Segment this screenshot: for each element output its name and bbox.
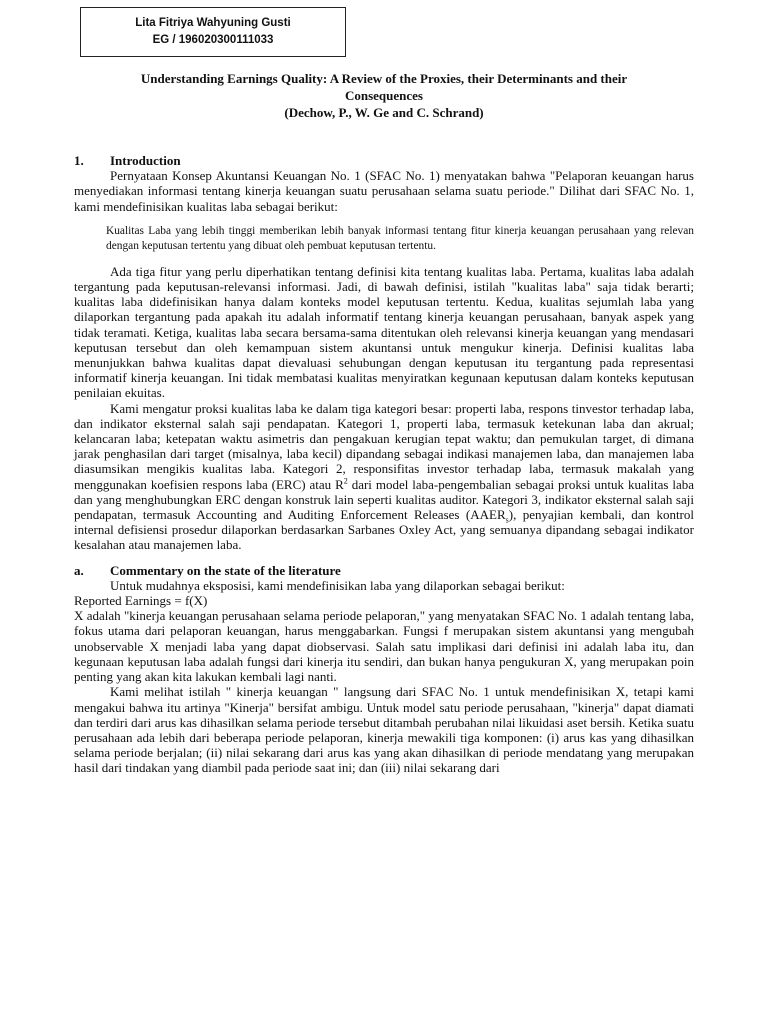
paragraph-text: dari model laba-pengembalian sebagai proksi untuk kualitas laba dan yang menghubungkan ERC dengan konstruk lain seperti kualitas auditor. Kategori 3, indikator eksternal salah saji pendapatan, termasuk Accounting and Auditing Enforcement Releases (AAER xyxy=(74,476,694,523)
author-box xyxy=(80,7,346,57)
paragraph-text: ), penyajian kembali, dan kontrol internal defisiensi prosedur dilaporkan berdasarkan Sarbanes Oxley Act, yang semuanya dipandang sebagai indikator kesalahan atau manajemen laba. xyxy=(74,507,694,553)
author-name: Lita Fitriya Wahyuning Gusti xyxy=(135,17,291,29)
section-number: 1. xyxy=(74,153,84,168)
block-quote: Kualitas Laba yang lebih tinggi memberikan lebih banyak informasi tentang fitur kinerja keuangan perusahaan yang relevan dengan keputusan tertentu yang dibuat oleh pembuat keputusan tertentu. xyxy=(106,224,694,252)
paragraph: Kami melihat istilah " kinerja keuangan " langsung dari SFAC No. 1 untuk mendefinisikan X, tetapi kami mengakui bahwa itu artinya "Kinerja" bersifat ambigu. Untuk model satu periode perusahaan, "kinerja" dapat diamati dan terdiri dari arus kas dihasilkan selama periode tersebut ditambah perubahan nilai likuidasi aset bersih. Ketika suatu perusahaan ada lebih dari beberapa periode pelaporan, kinerja mewakili tiga komponen: (i) arus kas yang dihasilkan selama periode berjalan; (ii) nilai sekarang dari arus kas yang akan dihasilkan di periode mendatang yang merupakan hasil dari tindakan yang diambil pada periode saat ini; dan (iii) nilai sekarang dari xyxy=(74,684,694,776)
paragraph: Ada tiga fitur yang perlu diperhatikan tentang definisi kita tentang kualitas laba. Pertama, kualitas laba adalah tergantung pada keputusan-relevansi informasi. Jadi, di bawah definisi, istilah "kualitas laba" saja tidak berarti; kualitas laba didefinisikan hanya dalam konteks model keputusan tertentu. Kedua, kualitas sejumlah laba yang dilaporkan tergantung pada apakah itu adalah informatif tentang kinerja keuangan perusahaan, banyak aspek yang tidak teramati. Ketiga, kualitas laba secara bersama-sama ditentukan oleh relevansi kinerja keuangan yang mendasari keputusan tersebut dan oleh kemampuan sistem akuntansi untuk mengukur kinerja. Definisi kualitas laba menunjukkan bahwa kualitas dapat dievaluasi sehubungan dengan keputusan itu tergantung pada representasi informatif kinerja keuangan. Ini tidak membatasi kualitas menyiratkan kegunaan keputusan dalam konteks keputusan penilaian ekuitas. xyxy=(74,263,694,401)
title-line-2: Consequences xyxy=(344,88,423,103)
document-title xyxy=(74,70,694,121)
paragraph-text: Kami mengatur proksi kualitas laba ke dalam tiga kategori besar: properti laba, respons tinvestor terhadap laba, dan indikator eksternal salah saji pendapatan. Kategori 1, properti laba, termasuk ketekunan laba dan akrual; kelancaran laba; ketepatan waktu asimetris dan pengakuan kerugian tepat waktu; dan pemukulan target, di dimana jarak penghasilan dari target (misalnya, laba kecil) dipandang sebagai indikasi manajemen laba, dan manajemen laba diasumsikan mengikis kualitas laba. Kategori 2, responsifitas investor terhadap laba, termasuk makalah yang menggunakan koefisien respons laba (ERC) atau R xyxy=(74,400,694,492)
title-line-1: Understanding Earnings Quality: A Review of the Proxies, their Determinants and their xyxy=(140,71,628,86)
formula: Reported Earnings = f(X) xyxy=(74,593,208,609)
superscript: 2 xyxy=(343,476,348,486)
section-title: Commentary on the state of the literature xyxy=(110,562,341,578)
section-title: Introduction xyxy=(110,153,181,168)
document-body xyxy=(74,153,694,776)
paragraph xyxy=(74,401,694,553)
section-heading-commentary xyxy=(74,563,694,578)
paragraph: Pernyataan Konsep Akuntansi Keuangan No. 1 (SFAC No. 1) menyatakan bahwa "Pelaporan keuangan harus menyediakan informasi tentang kinerja keuangan suatu perusahaan selama suatu periode." Dilihat dari SFAC No. 1, kami mendefinisikan kualitas laba sebagai berikut: xyxy=(74,168,694,214)
subscript: s xyxy=(505,515,509,525)
paragraph: X adalah "kinerja keuangan perusahaan selama periode pelaporan," yang menyatakan SFAC No. 1 adalah tentang laba, fokus utama dari pelaporan keuangan, harus menggabarkan. Fungsi f merupakan sistem akuntansi yang mengubah unobservable X menjadi laba yang dapat diobservasi. Salah satu implikasi dari definisi ini adalah laba itu, dan kegunaan keputusan laba adalah fungsi dari kinerja itu sendiri, dan bukan hanya pengukuran X, yang merupakan poin penting yang akan kita lakukan kembali lagi nanti. xyxy=(74,608,694,685)
paragraph: Untuk mudahnya eksposisi, kami mendefinisikan laba yang dilaporkan sebagai berikut: xyxy=(110,577,565,593)
section-number: a. xyxy=(74,562,84,578)
author-id: EG / 196020300111033 xyxy=(152,34,274,46)
title-line-3: (Dechow, P., W. Ge and C. Schrand) xyxy=(284,105,484,120)
section-heading-introduction xyxy=(74,153,694,168)
